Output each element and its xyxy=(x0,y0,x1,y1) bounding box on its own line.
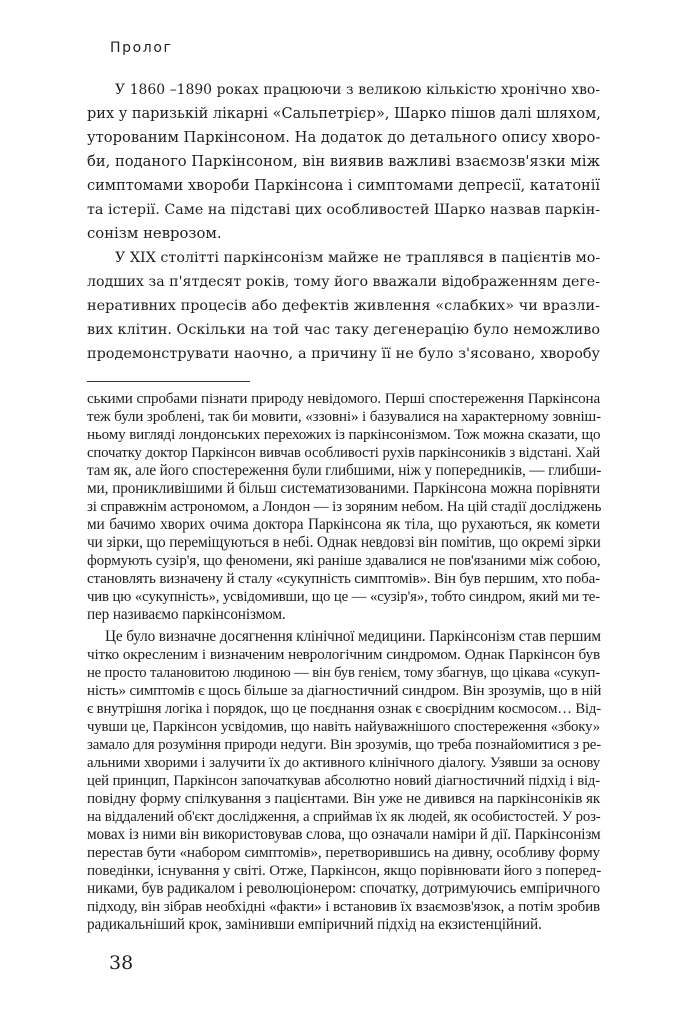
footnote-line: на віддалений об'єкт дослідження, а сприймав їх як людей, як особистостей. У роз- xyxy=(87,809,601,825)
footnote-line: радикальніший крок, замінивши емпіричний підхід на екзистенційний. xyxy=(87,916,542,933)
footnote-line: становлять визначену й сталу «сукупність симптомів». Він був першим, хто поба- xyxy=(87,571,600,587)
body-line: би, поданого Паркінсоном, він виявив важливі взаємозв'язки між xyxy=(87,153,600,170)
footnote-line: пер називаємо паркінсонізмом. xyxy=(87,606,286,623)
footnote-line: зі справжнім астрономом, а Лондон — із зоряним небом. На цій стадії досліджень xyxy=(87,499,602,515)
body-line: симптомами хвороби Паркінсона і симптомами депресії, кататонії xyxy=(87,178,600,194)
footnote-line: поведінки, існування у світі. Отже, Паркінсон, якщо порівнювати його з поперед- xyxy=(87,863,602,879)
page-number: 38 xyxy=(109,952,134,974)
footnote-line: Це було визначне досягнення клінічної медицини. Паркінсонізм став першим xyxy=(105,628,601,645)
footnote-line: спочатку доктор Паркінсон вивчав особливості рухів паркінсоників з відстані. Хай xyxy=(87,445,600,461)
footnote-line: перестав бути «набором симптомів», перетворившись на дивну, особливу форму xyxy=(87,844,600,861)
body-line: уторованим Паркінсоном. На додаток до детального опису хворо- xyxy=(87,129,601,146)
body-line: вих клітин. Оскільки на той час таку дегенерацію було неможливо xyxy=(87,322,600,338)
footnote-line: чив цю «сукупність», усвідомивши, що це — «сузір'я», тобто синдром, який ми те- xyxy=(87,589,600,605)
footnote-line: ськими спробами пізнати природу невідомого. Перші спостереження Паркінсона xyxy=(87,391,600,407)
footnote-line: підходу, він зібрав необхідні «факти» і встановив їх взаємозв'язок, а потім зробив xyxy=(87,899,600,915)
footnote-line: там як, але його спостереження були глибшими, ніж у попередників, — глибши- xyxy=(87,462,602,479)
footnote-line: мовах із ними він використовував слова, що означали наміри й дії. Паркінсонізм xyxy=(87,826,601,843)
body-line: лодших за п'ятдесят років, тому його вважали відображенням деге- xyxy=(87,274,600,290)
footnote-line: чи зірки, що переміщуються в небі. Однак невдовзі він помітив, що окремі зірки xyxy=(87,534,601,551)
body-line: продемонструвати наочно, а причину її не було з'ясовано, хворобу xyxy=(87,346,600,362)
footnote-line: ність» симптомів є щось більше за діагностичний синдром. Він зрозумів, що в ній xyxy=(87,683,602,699)
footnote-divider xyxy=(87,381,250,382)
footnote-line: никами, був радикалом і революціонером: спочатку, дотримуючись емпіричного xyxy=(87,880,601,897)
running-header: Пролог xyxy=(110,40,173,56)
footnote-line: формують сузір'я, що феномени, які раніше здавалися не пов'язаними між собою, xyxy=(87,553,601,569)
footnote-line: є внутрішня логіка і порядок, що це поєднання ознак є своєрідним космосом… Від- xyxy=(87,701,601,717)
footnote-line: цей принцип, Паркінсон започаткував абсолютно новий діагностичний підхід і від- xyxy=(87,773,600,789)
footnote-line: теж були зроблені, так би мовити, «ззовні» і базувалися на характерному зовніш- xyxy=(87,408,601,425)
footnote-line: замало для розуміння природи недуги. Він зрозумів, що треба познайомитися з ре- xyxy=(87,737,602,753)
footnote-line: не просто талановитою людиною — він був генієм, тому збагнув, що цікава «сукуп- xyxy=(87,665,600,681)
footnote-line: ньому вигляді лондонських перехожих із паркінсонізмом. Тож можна сказати, що xyxy=(87,427,601,443)
body-line: неративних процесів або дефектів живлення «слабких» чи вразли- xyxy=(87,298,600,314)
body-line: У XIX столітті паркінсонізм майже не траплявся в пацієнтів мо- xyxy=(115,250,601,266)
footnote-line: чітко окресленим і визначеним неврологічним синдромом. Однак Паркінсон був xyxy=(87,646,600,663)
body-line: рих у паризькій лікарні «Сальпетрієр», Шарко пішов далі шляхом, xyxy=(87,106,601,122)
body-line: сонізм неврозом. xyxy=(87,225,222,242)
footnote-line: чувши це, Паркінсон усвідомив, що навіть найуважнішого спостереження «збоку» xyxy=(87,719,600,735)
footnote-line: ми, проникливішими й більш систематизованими. Паркінсона можна порівняти xyxy=(87,480,600,497)
footnote-line: ми бачимо хворих очима доктора Паркінсона як тіла, що рухаються, як комети xyxy=(87,516,600,533)
body-line: У 1860 –1890 роках працюючи з великою кількістю хронічно хво- xyxy=(115,82,600,98)
footnote-line: альними хворими і залучити їх до активного клінічного діалогу. Узявши за основу xyxy=(87,755,600,771)
body-line: та істерії. Саме на підставі цих особливостей Шарко назвав паркін- xyxy=(87,202,601,218)
footnote-line: повідну форму спілкування з пацієнтами. Він уже не дивився на паркінсоніків як xyxy=(87,791,600,807)
